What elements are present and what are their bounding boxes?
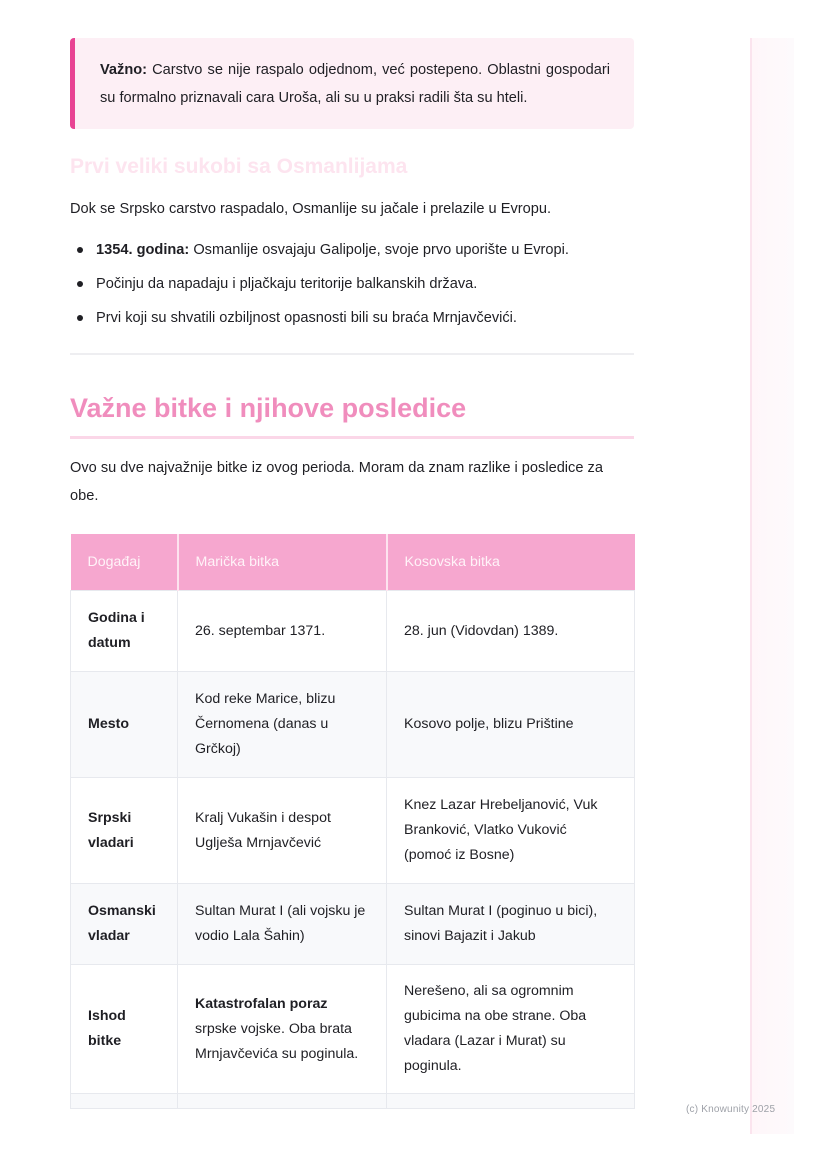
right-margin-panel bbox=[750, 38, 794, 1134]
callout-text: Carstvo se nije raspalo odjednom, već postepeno. Oblastni gospodari su formalno priznavali cara Uroša, ali su u praksi radili šta su hteli. bbox=[100, 62, 610, 106]
list-item-text: Prvi koji su shvatili ozbiljnost opasnosti bili su braća Mrnjavčevići. bbox=[96, 310, 517, 326]
table-row bbox=[71, 778, 635, 884]
document-content bbox=[70, 38, 634, 1109]
table-row bbox=[71, 965, 635, 1094]
callout-label: Važno: bbox=[100, 62, 148, 78]
section-heading-ottoman-conflicts: Prvi veliki sukobi sa Osmanlijama bbox=[70, 155, 408, 178]
battles-comparison-table bbox=[70, 534, 635, 1109]
section-intro: Dok se Srpsko carstvo raspadalo, Osmanlije su jačale i prelazile u Evropu. bbox=[70, 201, 552, 217]
list-item bbox=[70, 267, 634, 301]
table-cell bbox=[71, 1094, 178, 1109]
bullet-list bbox=[70, 233, 634, 335]
section-heading-battles: Važne bitke i njihove posledice bbox=[70, 393, 467, 423]
bullet-dot bbox=[77, 281, 83, 287]
table-header-cell: Kosovska bitka bbox=[387, 534, 635, 591]
table-cell-kosovska: 28. jun (Vidovdan) 1389. bbox=[387, 591, 635, 672]
outcome-strong: Katastrofalan poraz bbox=[195, 995, 328, 1012]
table-cell-kosovska: Kosovo polje, blizu Prištine bbox=[387, 672, 635, 778]
list-item-strong: 1354. godina: bbox=[96, 242, 190, 258]
table-cell-maricka: 26. septembar 1371. bbox=[178, 591, 387, 672]
table-cell-maricka: Kralj Vukašin i despot Uglješa Mrnjavčević bbox=[178, 778, 387, 884]
table-cell-maricka: Sultan Murat I (ali vojsku je vodio Lala Šahin) bbox=[178, 884, 387, 965]
row-label: Srpski vladari bbox=[71, 778, 178, 884]
outcome-text: srpske vojske. Oba brata Mrnjavčevića su poginula. bbox=[195, 1020, 359, 1062]
callout-accent-bar bbox=[70, 38, 75, 129]
table-row bbox=[71, 884, 635, 965]
row-label: Ishod bitke bbox=[71, 965, 178, 1094]
row-label: Osmanski vladar bbox=[71, 884, 178, 965]
table-row bbox=[71, 591, 635, 672]
table-cell-kosovska: Knez Lazar Hrebeljanović, Vuk Branković, Vlatko Vuković (pomoć iz Bosne) bbox=[387, 778, 635, 884]
heading-underline bbox=[70, 436, 634, 439]
table-header-cell: Događaj bbox=[71, 534, 178, 591]
important-callout bbox=[70, 38, 634, 129]
table-cell bbox=[178, 1094, 387, 1109]
bullet-dot bbox=[77, 315, 83, 321]
table-header-cell: Marička bitka bbox=[178, 534, 387, 591]
table-cell bbox=[387, 1094, 635, 1109]
table-cell-kosovska: Sultan Murat I (poginuo u bici), sinovi Bajazit i Jakub bbox=[387, 884, 635, 965]
table-row bbox=[71, 672, 635, 778]
table-row-partial bbox=[71, 1094, 635, 1109]
section-divider bbox=[70, 353, 634, 355]
copyright-footer: (c) Knowunity 2025 bbox=[686, 1104, 776, 1115]
list-item bbox=[70, 301, 634, 335]
bullet-dot bbox=[77, 247, 83, 253]
list-item-text: Osmanlije osvajaju Galipolje, svoje prvo uporište u Evropi. bbox=[189, 242, 569, 258]
table-cell-maricka bbox=[178, 965, 387, 1094]
table-cell-kosovska: Nerešeno, ali sa ogromnim gubicima na obe strane. Oba vladara (Lazar i Murat) su poginula. bbox=[387, 965, 635, 1094]
list-item-text: Počinju da napadaju i pljačkaju teritorije balkanskih država. bbox=[96, 276, 478, 292]
battles-intro: Ovo su dve najvažnije bitke iz ovog perioda. Moram da znam razlike i posledice za obe. bbox=[70, 460, 603, 504]
table-cell-maricka: Kod reke Marice, blizu Černomena (danas u Grčkoj) bbox=[178, 672, 387, 778]
list-item bbox=[70, 233, 634, 267]
row-label: Mesto bbox=[71, 672, 178, 778]
row-label: Godina i datum bbox=[71, 591, 178, 672]
table-header-row bbox=[71, 534, 635, 591]
